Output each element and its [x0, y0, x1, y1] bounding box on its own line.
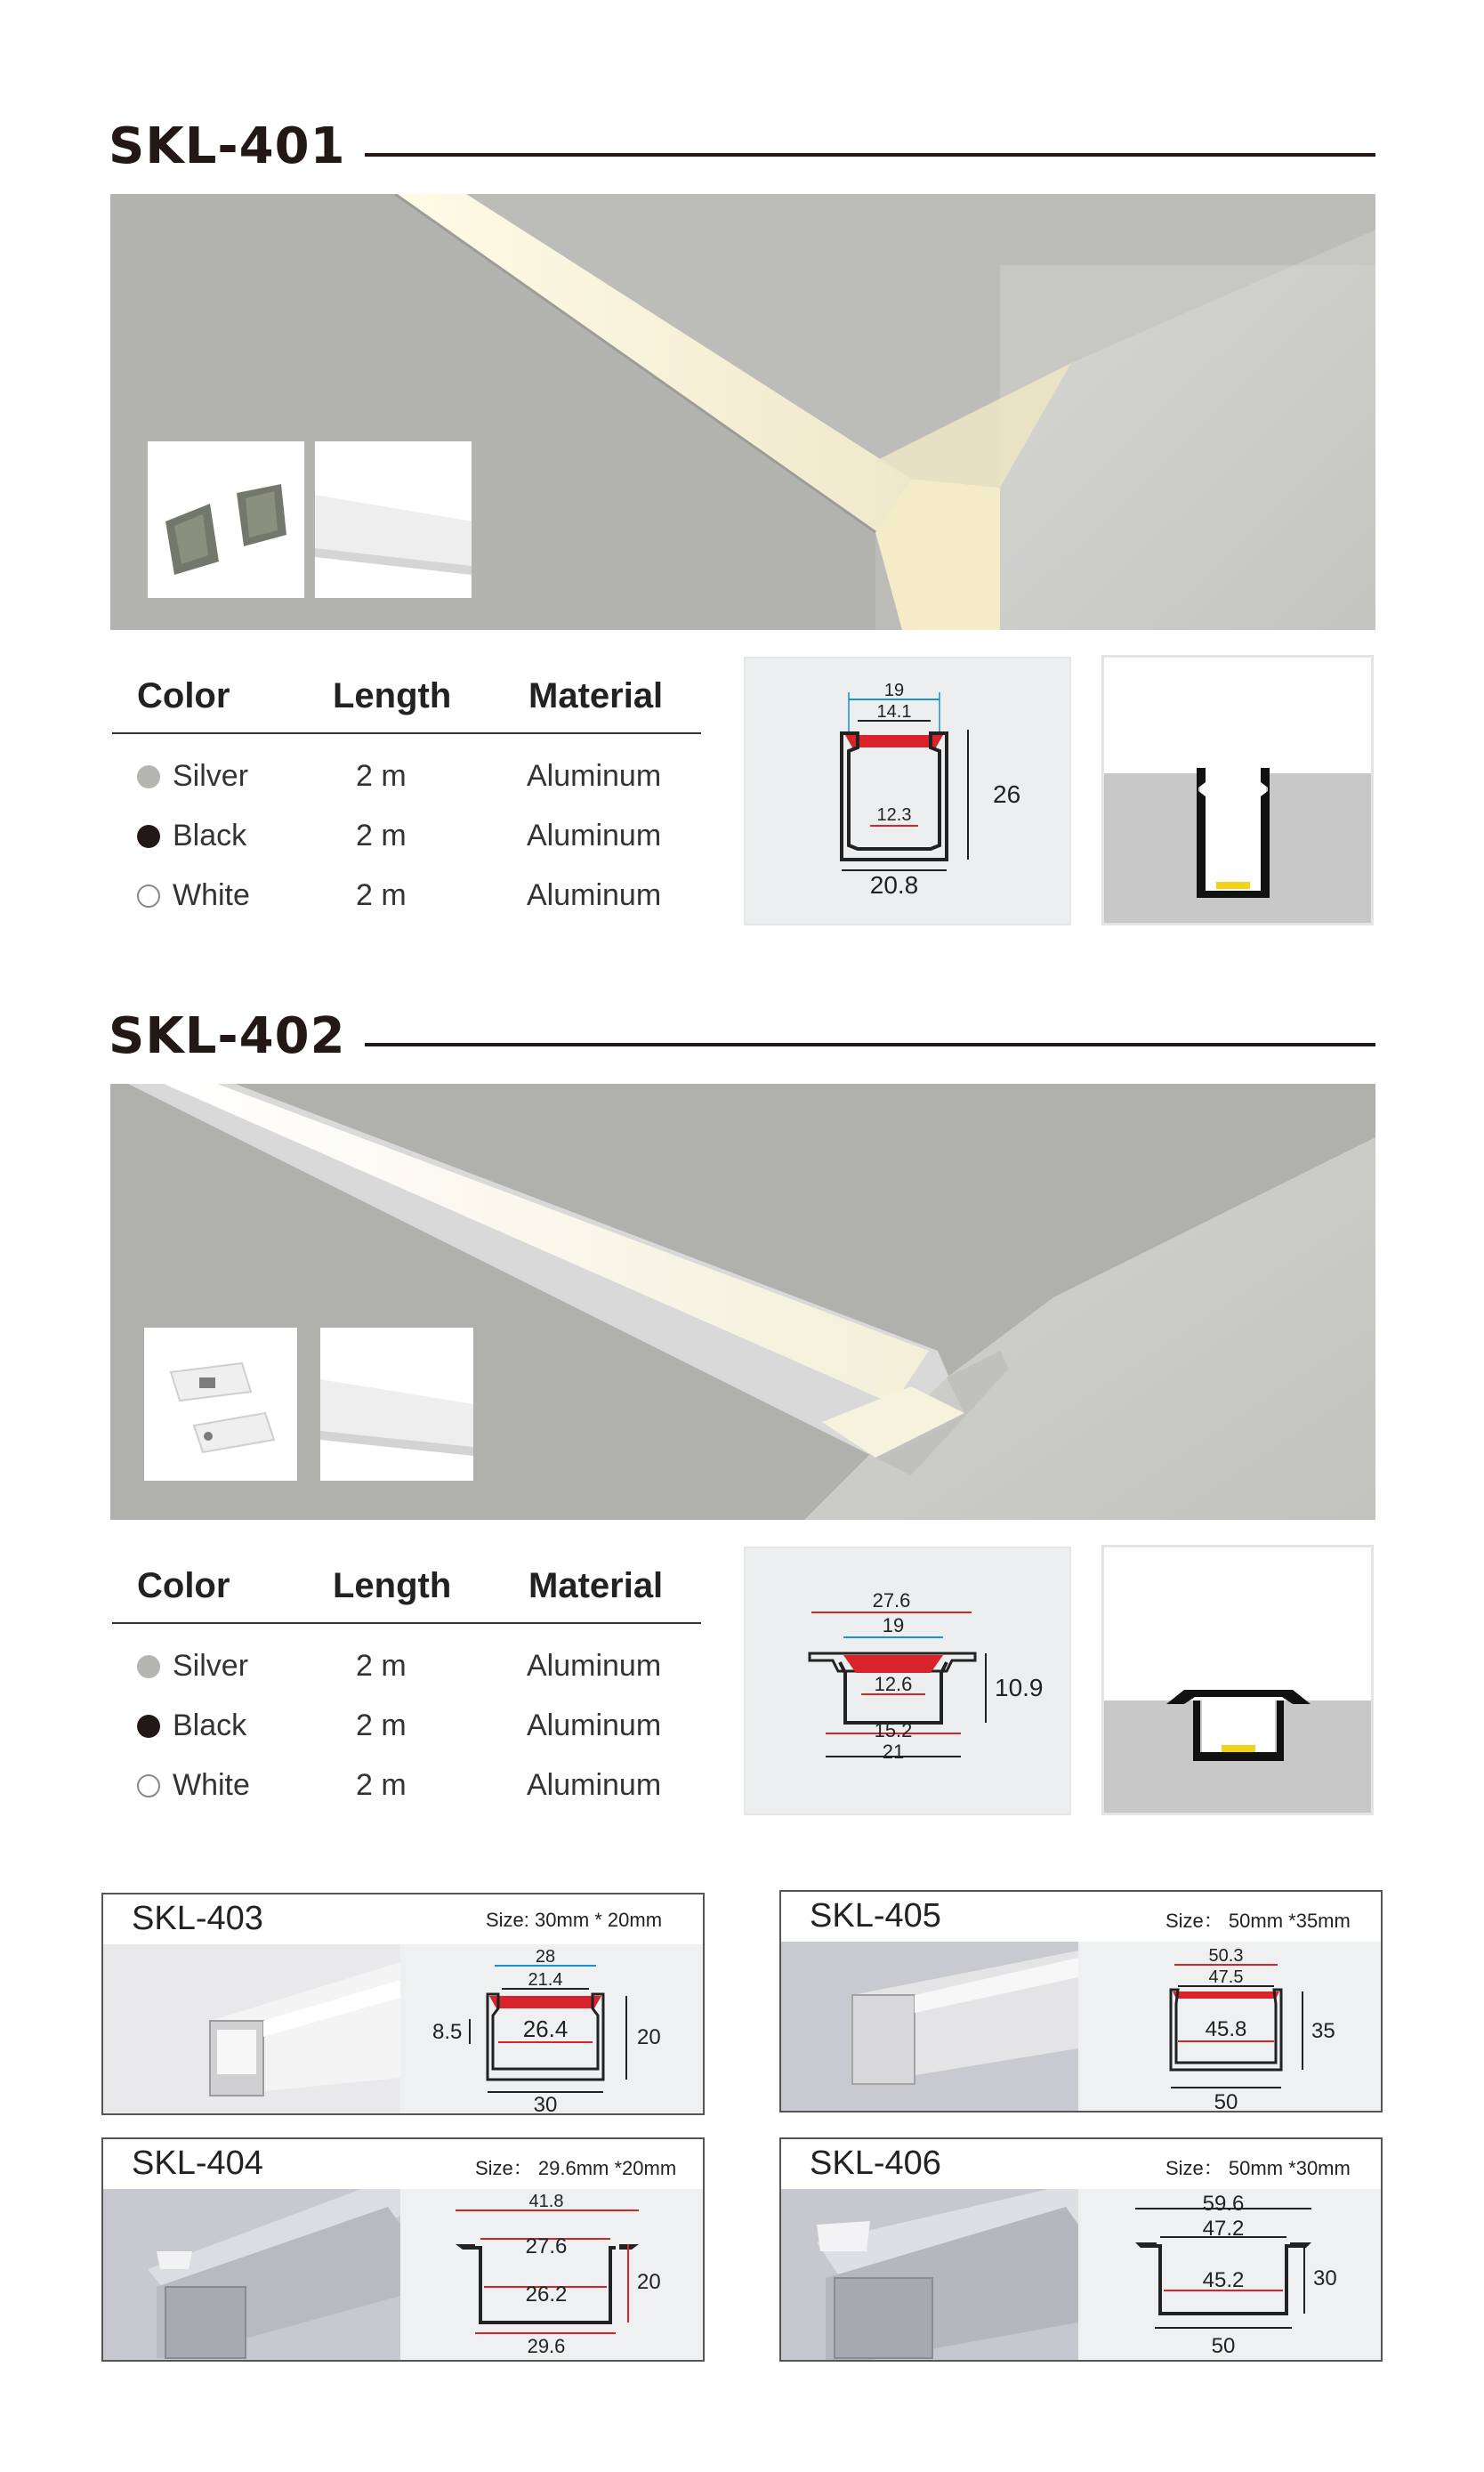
- header-color: Color: [137, 676, 230, 715]
- header-material: Material: [528, 676, 664, 715]
- dim-inner: 12.3: [876, 805, 912, 825]
- material-value: Aluminum: [527, 1649, 662, 1683]
- length-value: 2 m: [356, 1709, 407, 1742]
- material-value: Aluminum: [527, 1768, 662, 1802]
- length-value: 2 m: [356, 759, 407, 793]
- dim-top: 50.3: [1208, 1946, 1244, 1966]
- dim-top: 19: [883, 681, 905, 700]
- dim-bottom: 50: [1211, 2334, 1236, 2358]
- material-value: Aluminum: [527, 759, 662, 793]
- product-photo: [781, 2189, 1078, 2362]
- card-size: Size： 50mm *30mm: [1165, 2157, 1351, 2179]
- card-size: Size： 50mm *35mm: [1165, 1910, 1351, 1932]
- header-color: Color: [137, 1566, 230, 1605]
- title-rule: [365, 153, 1375, 157]
- card-title: SKL-404: [132, 2145, 263, 2182]
- product-photo: [103, 2189, 400, 2362]
- material-value: Aluminum: [527, 819, 662, 852]
- dim-top: 27.6: [525, 2234, 568, 2258]
- color-white: White: [173, 1768, 250, 1802]
- dim-bottom: 20.8: [869, 871, 919, 899]
- color-white: White: [173, 878, 250, 912]
- product-photo: [781, 1942, 1078, 2113]
- product-card-skl403[interactable]: [101, 1893, 705, 2115]
- dim-top: 19: [882, 1614, 905, 1636]
- dim-height: 30: [1313, 2266, 1337, 2290]
- table-rule: [112, 1622, 701, 1624]
- dim-height: 20: [637, 2270, 661, 2294]
- dim-inner: 15.2: [874, 1719, 913, 1741]
- dim-flange: 41.8: [528, 2192, 564, 2211]
- dimension-diagram: [400, 2189, 703, 2362]
- dim-lens: 21.4: [528, 1970, 563, 1990]
- dim-bottom: 29.6: [527, 2335, 566, 2357]
- header-material: Material: [528, 1566, 664, 1605]
- color-black: Black: [173, 819, 247, 852]
- hero-image-skl402: [110, 1084, 1375, 1520]
- installation-diagram-skl402: [1101, 1545, 1374, 1815]
- dim-inner: 45.2: [1202, 2268, 1245, 2292]
- diffuser-cover-image: [315, 441, 472, 598]
- swatch-black: [137, 825, 160, 848]
- header-length: Length: [333, 1566, 452, 1605]
- material-value: Aluminum: [527, 1709, 662, 1742]
- card-size: Size： 29.6mm *20mm: [475, 2157, 677, 2179]
- dim-inner-top: 14.1: [876, 702, 912, 722]
- dim-side: 8.5: [432, 2020, 463, 2044]
- table-rule: [112, 732, 701, 734]
- length-value: 2 m: [356, 1649, 407, 1683]
- dim-height: 10.9: [995, 1674, 1044, 1701]
- installation-diagram-skl401: [1101, 655, 1374, 925]
- dim-height: 20: [637, 2025, 661, 2049]
- dimension-diagram: [1078, 2189, 1381, 2362]
- dimension-diagram: [1078, 1942, 1381, 2113]
- card-size: Size: 30mm * 20mm: [486, 1909, 663, 1931]
- dim-bottom: 30: [533, 2093, 558, 2115]
- swatch-white: [137, 1774, 160, 1797]
- color-silver: Silver: [173, 1649, 249, 1683]
- dimension-diagram: [400, 1944, 703, 2115]
- swatch-white: [137, 885, 160, 908]
- dim-top: 47.2: [1202, 2217, 1245, 2241]
- swatch-black: [137, 1715, 160, 1738]
- header-length: Length: [333, 676, 452, 715]
- dimension-diagram-skl402: [744, 1547, 1071, 1815]
- title-rule: [365, 1043, 1375, 1046]
- dim-flange: 59.6: [1202, 2192, 1245, 2216]
- length-value: 2 m: [356, 1768, 407, 1802]
- dim-inner: 26.2: [525, 2282, 568, 2306]
- color-silver: Silver: [173, 759, 249, 793]
- product-card-skl404[interactable]: [101, 2137, 705, 2362]
- card-title: SKL-403: [132, 1900, 263, 1937]
- color-black: Black: [173, 1709, 247, 1742]
- card-title: SKL-406: [810, 2145, 941, 2182]
- dim-height: 35: [1311, 2019, 1335, 2043]
- section-title-skl402: SKL-402: [109, 1007, 346, 1065]
- dim-inner-top: 12.6: [874, 1673, 913, 1695]
- dim-height: 26: [993, 780, 1021, 808]
- end-cap-image: [144, 1328, 297, 1481]
- hero-image-skl401: [110, 194, 1375, 630]
- dimension-diagram-skl401: [744, 657, 1071, 925]
- product-card-skl405[interactable]: [779, 1890, 1383, 2113]
- product-photo: [103, 1944, 400, 2115]
- dim-bottom: 21: [882, 1741, 905, 1763]
- dim-lens: 47.5: [1208, 1967, 1244, 1987]
- diffuser-cover-image: [320, 1328, 473, 1481]
- material-value: Aluminum: [527, 878, 662, 912]
- dim-flange: 27.6: [872, 1589, 911, 1612]
- card-title: SKL-405: [810, 1897, 941, 1935]
- section-title-skl401: SKL-401: [109, 117, 346, 175]
- swatch-silver: [137, 1655, 160, 1678]
- dim-inner: 26.4: [522, 2016, 569, 2042]
- swatch-silver: [137, 765, 160, 788]
- product-card-skl406[interactable]: [779, 2137, 1383, 2362]
- length-value: 2 m: [356, 819, 407, 852]
- dim-top: 28: [535, 1947, 556, 1967]
- dim-inner: 45.8: [1205, 2017, 1247, 2041]
- length-value: 2 m: [356, 878, 407, 912]
- end-cap-image: [148, 441, 304, 598]
- dim-bottom: 50: [1214, 2090, 1238, 2113]
